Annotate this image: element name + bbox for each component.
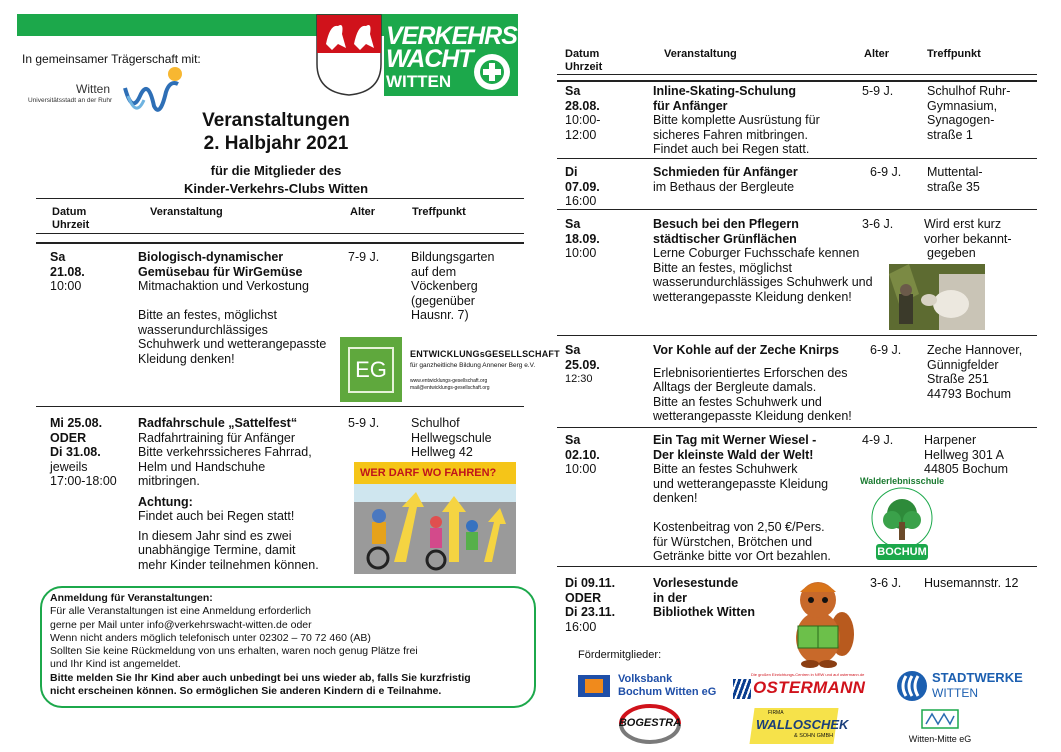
left-event1-date: Sa 21.08. 10:00 <box>50 250 85 293</box>
stadtwerke-icon <box>896 670 928 702</box>
eg-logo-contact2: mail@entwicklungs-gesellschaft.org <box>410 385 490 391</box>
volksbank-logo <box>578 672 728 700</box>
right-event6-meet: Husemannstr. 12 <box>924 576 1019 590</box>
right-event1-info: Inline-Skating-Schulung für Anfänger Bitte komplette Ausrüstung für sicheres Fahren mitbringen. Findet auch bei Regen statt. <box>653 84 820 156</box>
right-event3-info: Besuch bei den Pflegern städtischer Grünflächen Lerne Coburger Fuchsschafe kennen Bitte an festes, möglichst wasserundurchlässiges Schuhwerk und wetterangepasste Kleidung denken! <box>653 217 873 304</box>
right-event5-age: 4-9 J. <box>862 433 894 447</box>
right-event1-date: Sa 28.08. 10:00- 12:00 <box>565 84 601 142</box>
left-row2-top-rule <box>36 406 524 407</box>
ostermann-stripes-icon <box>733 679 751 699</box>
right-event2-meet: Muttental- straße 35 <box>927 165 983 194</box>
right-row1-top-rule <box>557 80 1037 82</box>
right-event5-date: Sa 02.10. 10:00 <box>565 433 600 476</box>
registration-text: Anmeldung für Veranstaltungen: Für alle Veranstaltungen ist eine Anmeldung erforderlich gerne per Mail unter info@verkehrswacht-witten.de oder Wenn nicht anders möglich telefonisch unter 02302 – 70 72 460 (AB) Sollten Sie keine Rückmeldung von uns erhalten, waren noch genug Plätze frei und Ihr Kind ist angemeldet. Bitte melden Sie Ihr Kind aber auch unbedingt bei uns wieder ab, falls Sie kurzfristig nicht erscheinen können. So ermöglichen Sie anderen Kindern di e Teilnahme. <box>50 592 471 698</box>
left-row1-top-rule <box>36 242 524 244</box>
waldschule-bottom: BOCHUM <box>877 546 927 558</box>
left-event1-age: 7-9 J. <box>348 250 380 264</box>
left-col-meet: Treffpunkt <box>412 206 466 218</box>
right-col-age: Alter <box>864 48 890 60</box>
verkehrswacht-cross-icon <box>472 52 512 92</box>
left-col-age: Alter <box>350 206 376 218</box>
walloschek-logo <box>750 704 849 748</box>
waldschule-top: Walderlebnisschule <box>860 476 945 486</box>
right-row2-top-rule <box>557 158 1037 159</box>
right-event2-age: 6-9 J. <box>870 165 902 179</box>
stadtwerke-logo <box>896 668 1026 704</box>
eg-logo-contact1: www.entwicklungs-gesellschaft.org <box>410 378 488 384</box>
witten-logo-name: Witten <box>76 82 111 96</box>
beaver-icon <box>786 574 856 668</box>
eg-logo <box>340 337 560 402</box>
right-header-rule <box>557 74 1037 75</box>
right-event1-age: 5-9 J. <box>862 84 894 98</box>
walderlebnisschule-logo <box>860 476 944 562</box>
witten-logo-sub: Universitätsstadt an der Ruhr <box>28 97 113 104</box>
left-event2-meet: Schulhof Hellwegschule Hellweg 42 <box>411 416 492 459</box>
right-event6-info: Vorlesestunde in der Bibliothek Witten <box>653 576 755 619</box>
right-event4-date: Sa 25.09. 12:30 <box>565 343 600 385</box>
right-row6-top-rule <box>557 566 1037 567</box>
vw-line3: WITTEN <box>386 72 452 91</box>
right-event2-date: Di 07.09. 16:00 <box>565 165 600 208</box>
right-event4-age: 6-9 J. <box>870 343 902 357</box>
bike-school-image <box>354 462 516 574</box>
witten-coat-of-arms-icon <box>316 14 382 96</box>
volksbank-mark-icon <box>578 675 610 697</box>
volksbank-line1: Volksbank <box>618 673 673 685</box>
walloschek-sub: & SOHN GMBH <box>794 733 834 739</box>
page-title-line2: 2. Halbjahr 2021 <box>203 133 349 154</box>
left-event1-info: Biologisch-dynamischer Gemüsebau für WirGemüse Mitmachaktion und Verkostung Bitte an festes, möglichst wasserundurchlässiges Schuhwerk und wetterangepasste Kleidung denken! <box>138 250 327 366</box>
bogestra-logo <box>615 704 685 744</box>
witten-wave-icon <box>120 66 190 116</box>
right-event3-age: 3-6 J. <box>862 217 894 231</box>
right-event6-age: 3-6 J. <box>870 576 902 590</box>
right-event3-meet: Wird erst kurz vorher bekannt- gegeben <box>924 217 1012 260</box>
subtitle-line1: für die Mitglieder des <box>210 163 342 178</box>
walloschek-pre: FIRMA <box>768 710 784 716</box>
right-row4-top-rule <box>557 335 1037 336</box>
vw-line2: WACHT <box>386 45 473 73</box>
right-event6-date: Di 09.11. ODER Di 23.11. 16:00 <box>565 576 616 634</box>
volksbank-line2: Bochum Witten eG <box>618 686 717 698</box>
left-header-rule <box>36 233 524 234</box>
left-event2-info: Radfahrschule „Sattelfest“ Radfahrtraining für Anfänger Bitte verkehrssicheres Fahrrad, Helm und Handschuhe mitbringen. Achtung: Findet auch bei Regen statt! In diesem Jahr sind es zwei unabhängige Termine, damit mehr Kinder teilnehmen können. <box>138 416 319 572</box>
eg-logo-tagline: für ganzheitliche Bildung Annener Berg e.V. <box>410 362 536 369</box>
page-title-line1: Veranstaltungen <box>202 110 350 131</box>
subtitle-line2: Kinder-Verkehrs-Clubs Witten <box>183 181 369 196</box>
left-event2-date: Mi 25.08. ODER Di 31.08. jeweils 17:00-18:00 <box>50 416 117 488</box>
bogestra-name: BOGESTRA <box>618 717 682 729</box>
bike-lane-arrows-icon <box>354 462 516 574</box>
right-event1-meet: Schulhof Ruhr- Gymnasium, Synagogen- straße 1 <box>927 84 1011 142</box>
left-header-top-rule <box>36 198 524 199</box>
left-event2-age: 5-9 J. <box>348 416 380 430</box>
ostermann-name: OSTERMANN <box>753 678 866 697</box>
right-col-date: Datum Uhrzeit <box>565 48 603 73</box>
right-event3-date: Sa 18.09. 10:00 <box>565 217 600 260</box>
witten-mitte-name: Witten-Mitte eG <box>908 734 972 744</box>
right-col-meet: Treffpunkt <box>927 48 981 60</box>
right-row3-top-rule <box>557 209 1037 210</box>
left-col-event: Veranstaltung <box>150 206 223 218</box>
sheep-photo <box>889 264 985 330</box>
reading-beaver-image <box>786 574 856 668</box>
walloschek-name: WALLOSCHEK <box>756 717 849 732</box>
right-event5-info: Ein Tag mit Werner Wiesel - Der kleinste Wald der Welt! Bitte an festes Schuhwerk und wetterangepasste Kleidung denken! Kostenbeitrag von 2,50 €/Pers. für Würstchen, Brötchen und Getränke bitte vor Ort bezahlen. <box>653 433 831 563</box>
witten-mitte-icon <box>920 708 960 730</box>
bike-image-caption: WER DARF WO FAHREN? <box>360 467 497 479</box>
right-event2-info: Schmieden für Anfänger im Bethaus der Bergleute <box>653 165 798 194</box>
right-event4-info: Vor Kohle auf der Zeche Knirps Erlebnisorientiertes Erforschen des Alltags der Bergleute damals. Bitte an festes Schuhwerk und wetterangepasste Kleidung denken! <box>653 343 852 423</box>
left-event1-meet: Bildungsgarten auf dem Vöckenberg (gegenüber Hausnr. 7) <box>411 250 495 322</box>
eg-logo-name: ENTWICKLUNGsGESELLSCHAFT <box>410 349 560 359</box>
sponsors-label: Fördermitglieder: <box>578 649 662 661</box>
vw-line1: VERKEHRS <box>386 22 517 50</box>
ostermann-tag: Die großen Einrichtungs-Centren in NRW und auf ostermann.de <box>751 672 865 677</box>
right-event4-meet: Zeche Hannover, Günnigfelder Straße 251 44793 Bochum <box>927 343 1023 401</box>
traeger-label: In gemeinsamer Trägerschaft mit: <box>22 52 201 66</box>
right-col-event: Veranstaltung <box>664 48 737 60</box>
eg-logo-mark: EG <box>340 337 402 402</box>
sheep-icon <box>889 264 985 330</box>
right-event5-meet: Harpener Hellweg 301 A 44805 Bochum <box>924 433 1009 476</box>
witten-mitte-logo <box>905 708 975 748</box>
verkehrswacht-logo <box>316 14 518 96</box>
stadtwerke-line1: STADTWERKE <box>932 670 1023 685</box>
stadtwerke-line2: WITTEN <box>932 686 978 700</box>
ostermann-logo <box>733 672 885 700</box>
right-row5-top-rule <box>557 427 1037 428</box>
left-col-date: Datum Uhrzeit <box>52 206 90 231</box>
